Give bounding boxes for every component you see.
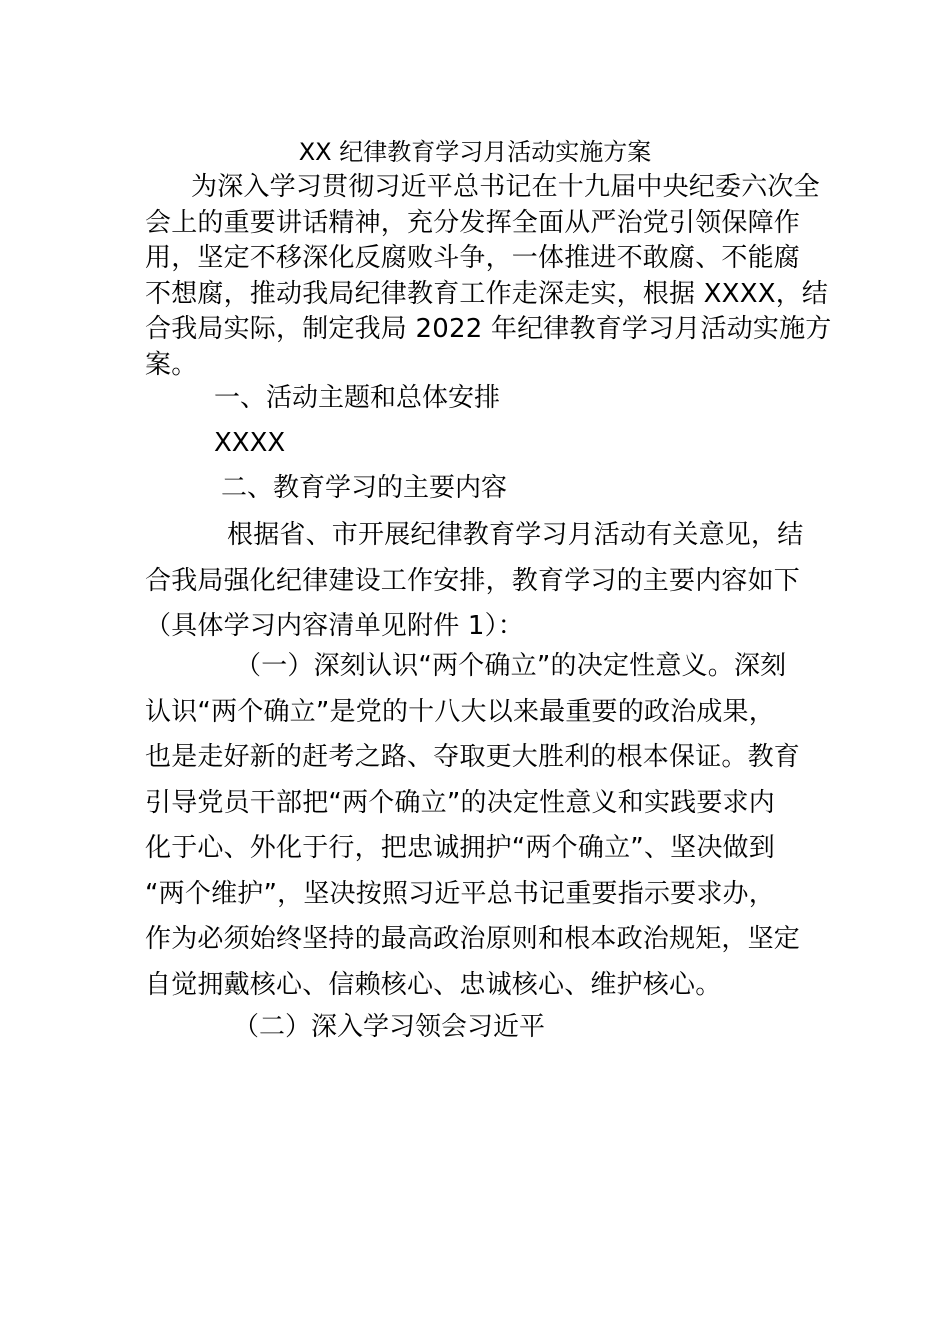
paragraph-line: 引导党员干部把“两个确立”的决定性意义和实践要求内 (145, 787, 775, 818)
section-2-heading: 二、教育学习的主要内容 (221, 473, 508, 503)
section-1-content: XXXX (214, 428, 286, 458)
intro-line: 用，坚定不移深化反腐败斗争，一体推进不敢腐、不能腐 (145, 243, 801, 273)
section-1-heading: 一、活动主题和总体安排 (214, 383, 501, 413)
paragraph-line: 也是走好新的赶考之路、夺取更大胜利的根本保证。教育 (145, 742, 801, 772)
item-2-heading: （二）深入学习领会习近平 (233, 1012, 546, 1042)
paragraph-line: 合我局强化纪律建设工作安排，教育学习的主要内容如下 (145, 565, 801, 596)
paragraph-line: 化于心、外化于行，把忠诚拥护“两个确立”、坚决做到 (145, 833, 775, 863)
item-1-paragraph (145, 644, 807, 1008)
paragraph-line: （一）深刻认识“两个确立”的决定性意义。深刻 (235, 651, 787, 681)
paragraph-line: 作为必须始终坚持的最高政治原则和根本政治规矩，坚定 (145, 924, 801, 954)
section-2-paragraph (145, 513, 807, 650)
intro-line: 为深入学习贯彻习近平总书记在十九届中央纪委六次全 (191, 172, 820, 202)
paragraph-line: 根据省、市开展纪律教育学习月活动有关意见，结 (227, 520, 804, 550)
intro-line: 案。 (145, 349, 198, 380)
paragraph-line: 自觉拥戴核心、信赖核心、忠诚核心、维护核心。 (145, 969, 722, 1000)
intro-paragraph (145, 170, 832, 383)
intro-line: 会上的重要讲话精神，充分发挥全面从严治党引领保障作 (145, 207, 801, 238)
paragraph-line: （具体学习内容清单见附件 1）： (145, 611, 525, 641)
document-title: XX 纪律教育学习月活动实施方案 (298, 138, 652, 166)
paragraph-line: 认识“两个确立”是党的十八大以来最重要的政治成果， (145, 696, 775, 727)
intro-line: 合我局实际，制定我局 2022 年纪律教育学习月活动实施方 (145, 314, 832, 344)
intro-line: 不想腐，推动我局纪律教育工作走深走实，根据 XXXX，结 (145, 278, 829, 309)
paragraph-line: “两个维护”，坚决按照习近平总书记重要指示要求办， (145, 878, 775, 909)
